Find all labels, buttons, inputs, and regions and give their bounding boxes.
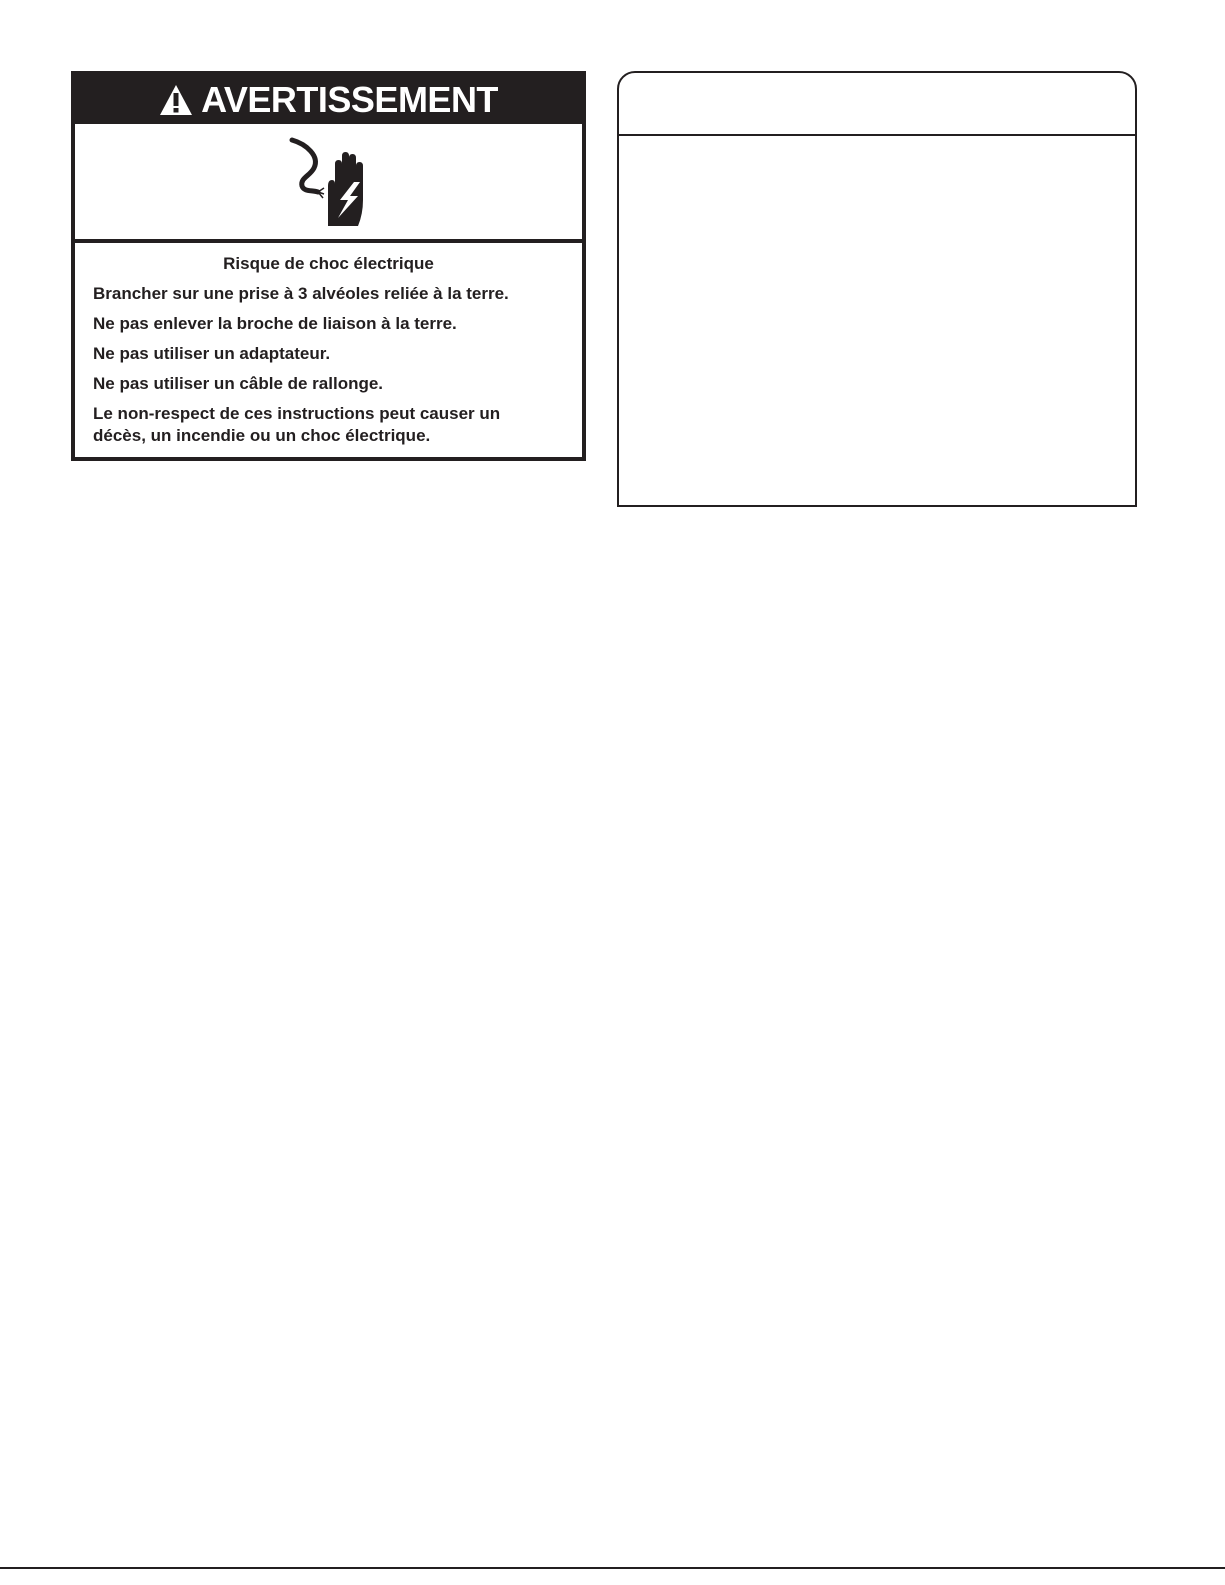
electric-shock-hand-icon xyxy=(284,134,374,230)
instruction-item-consequence: Le non-respect de ces instructions peut causer un décès, un incendie ou un choc électrique. xyxy=(93,404,501,445)
signal-word: AVERTISSEMENT xyxy=(201,78,498,120)
instruction-item: Ne pas enlever la broche de liaison à la terre. xyxy=(93,314,457,333)
warning-header xyxy=(75,75,582,124)
hazard-heading: Risque de choc électrique xyxy=(223,254,434,273)
instruction-item: Ne pas utiliser un câble de rallonge. xyxy=(93,374,384,393)
warning-body xyxy=(75,243,582,447)
empty-note-panel xyxy=(617,71,1137,507)
instruction-item: Ne pas utiliser un adaptateur. xyxy=(93,344,331,363)
hazard-symbol-panel xyxy=(75,124,582,243)
instruction-item: Brancher sur une prise à 3 alvéoles reliée à la terre. xyxy=(93,284,509,303)
warning-box xyxy=(71,71,586,461)
page-bottom-rule xyxy=(0,1567,1225,1569)
warning-triangle-icon xyxy=(159,84,193,116)
empty-note-header xyxy=(619,73,1135,136)
